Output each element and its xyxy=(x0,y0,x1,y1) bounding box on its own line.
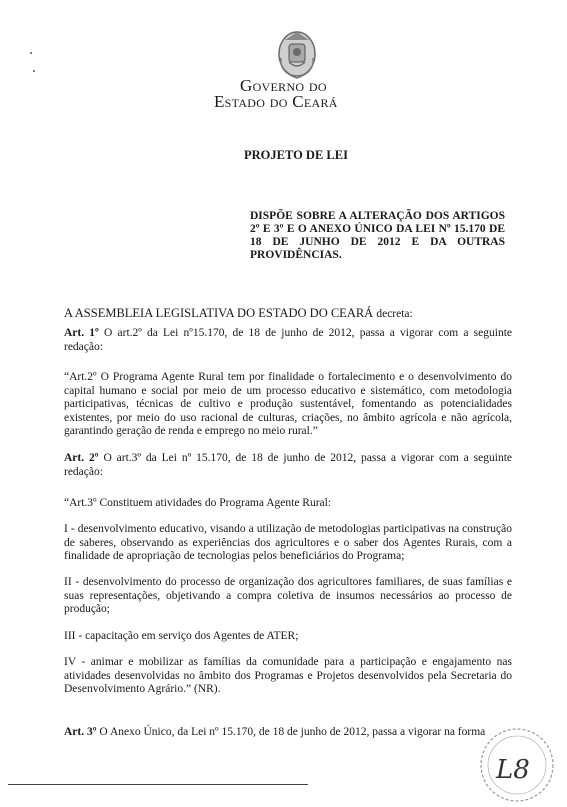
government-name-line2: Estado do Ceará xyxy=(214,92,338,111)
article-2-text: O art.3º da Lei nº 15.170, de 18 de junho de 2012, passa a vigorar com a seguinte redação: xyxy=(64,452,512,478)
item-iii: III - capacitação em serviço dos Agentes de ATER; xyxy=(64,630,299,642)
article-1-label: Art. 1º xyxy=(64,327,99,339)
footer-divider xyxy=(8,784,308,785)
article-3-text: O Anexo Único, da Lei nº 15.170, de 18 de junho de 2012, passa a vigorar na forma xyxy=(99,726,486,738)
stamp-handwritten-number: L8 xyxy=(496,755,530,785)
enacting-clause-verb: decreta: xyxy=(376,308,413,320)
coat-of-arms-icon xyxy=(275,28,319,82)
item-iv: IV - animar e mobilizar as famílias da comunidade para a participação e engajamento nas atividades desenvolvidas no âmbito dos Programas e Projetos desenvolvidos pela Secretaria do Desenvolvimento Agrário.” (NR). xyxy=(64,656,512,695)
bill-summary: DISPÕE SOBRE A ALTERAÇÃO DOS ARTIGOS 2º E 3º E O ANEXO ÚNICO DA LEI Nº 15.170 DE 18 DE JUNHO DE 2012 E DA OUTRAS PROVIDÊNCIAS. xyxy=(250,210,505,261)
article-2-quote: “Art.2º O Programa Agente Rural tem por finalidade o fortalecimento e o desenvolvimento do capital humano e social por meio de um processo educativo e sistemático, com metodologia participativas, técnicas de cultivo e produção sustentável, fomentando as potencialidades existentes, por meio do uso racional de culturas, criações, no âmbito agrícola e não agrícola, garantindo geração de renda e emprego no meio rural.” xyxy=(64,371,512,437)
scan-speck xyxy=(33,70,35,72)
article-3 xyxy=(64,726,512,740)
scan-speck xyxy=(30,52,32,54)
article-2-label: Art. 2º xyxy=(64,452,99,464)
article-1-text: O art.2º da Lei nº15.170, de 18 de junho de 2012, passa a vigorar com a seguinte redação: xyxy=(64,327,513,353)
article-3-label: Art. 3º xyxy=(64,726,97,738)
enacting-clause-main: A ASSEMBLEIA LEGISLATIVA DO ESTADO DO CEARÁ xyxy=(64,306,374,320)
government-name-line1: Governo do xyxy=(240,76,327,95)
page-stamp-icon xyxy=(476,724,558,806)
document-title: PROJETO DE LEI xyxy=(244,148,348,162)
article-3-quote-head: “Art.3º Constituem atividades do Programa Agente Rural: xyxy=(64,497,332,509)
article-1 xyxy=(64,327,512,354)
item-ii: II - desenvolvimento do processo de organização dos agricultores familiares, de suas famílias e suas representações, objetivando a compra coletiva de insumos necessários ao processo de produção; xyxy=(64,576,512,615)
enacting-clause xyxy=(64,306,413,321)
article-2 xyxy=(64,452,512,479)
item-i: I - desenvolvimento educativo, visando a utilização de metodologias participativas na construção de saberes, observando as experiências dos agricultores e o saber dos Agentes Rurais, com a finalidade de apropriação de tecnologias pelos beneficiários do Programa; xyxy=(64,523,512,562)
